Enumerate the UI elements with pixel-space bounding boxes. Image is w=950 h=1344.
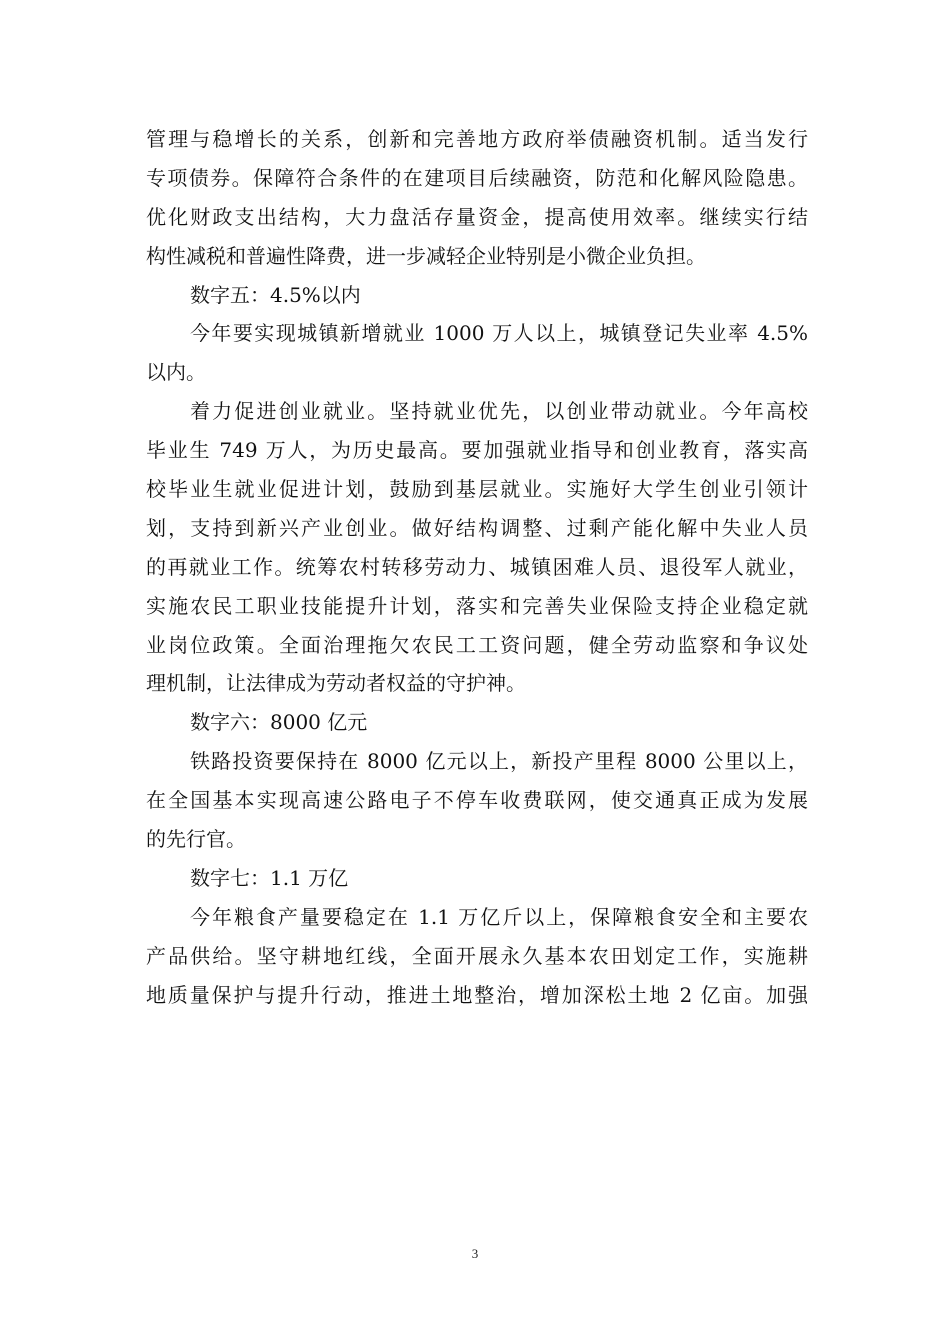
paragraph-line: 今年粮食产量要稳定在 1.1 万亿斤以上，保障粮食安全和主要农 <box>190 904 808 929</box>
paragraph-line: 着力促进创业就业。坚持就业优先，以创业带动就业。今年高校 <box>190 399 808 424</box>
paragraph-line: 毕业生 749 万人，为历史最高。要加强就业指导和创业教育，落实高 <box>146 438 808 463</box>
paragraph-line: 优化财政支出结构，大力盘活存量资金，提高使用效率。继续实行结 <box>146 204 808 229</box>
paragraph-line: 专项债券。保障符合条件的在建项目后续融资，防范和化解风险隐患。 <box>146 165 808 190</box>
paragraph-line: 的再就业工作。统筹农村转移劳动力、城镇困难人员、退役军人就业， <box>146 554 808 579</box>
paragraph-line: 管理与稳增长的关系，创新和完善地方政府举债融资机制。适当发行 <box>146 127 808 151</box>
paragraph-line: 在全国基本实现高速公路电子不停车收费联网，使交通真正成为发展 <box>146 788 808 813</box>
paragraph-line: 构性减税和普遍性降费，进一步减轻企业特别是小微企业负担。 <box>146 243 706 268</box>
paragraph-line: 实施农民工职业技能提升计划，落实和完善失业保险支持企业稳定就 <box>146 593 808 618</box>
paragraph-line: 理机制，让法律成为劳动者权益的守护神。 <box>146 671 526 696</box>
paragraph-line: 铁路投资要保持在 8000 亿元以上，新投产里程 8000 公里以上， <box>190 749 808 774</box>
paragraph-line: 今年要实现城镇新增就业 1000 万人以上，城镇登记失业率 4.5% <box>190 321 808 346</box>
paragraph-line: 校毕业生就业促进计划，鼓励到基层就业。实施好大学生创业引领计 <box>146 477 808 502</box>
page-number: 3 <box>471 1246 479 1261</box>
paragraph-line: 的先行官。 <box>146 827 246 852</box>
paragraph-line: 划，支持到新兴产业创业。做好结构调整、过剩产能化解中失业人员 <box>146 515 808 540</box>
paragraph-line: 以内。 <box>146 360 206 385</box>
paragraph-line: 业岗位政策。全面治理拖欠农民工工资问题，健全劳动监察和争议处 <box>146 632 808 657</box>
section-heading-five: 数字五：4.5%以内 <box>190 282 361 307</box>
paragraph-line: 产品供给。坚守耕地红线，全面开展永久基本农田划定工作，实施耕 <box>146 943 808 968</box>
document-body <box>146 120 808 1014</box>
section-heading-seven: 数字七：1.1 万亿 <box>190 865 349 890</box>
paragraph-line: 地质量保护与提升行动，推进土地整治，增加深松土地 2 亿亩。加强 <box>146 982 808 1007</box>
section-heading-six: 数字六：8000 亿元 <box>190 710 368 735</box>
